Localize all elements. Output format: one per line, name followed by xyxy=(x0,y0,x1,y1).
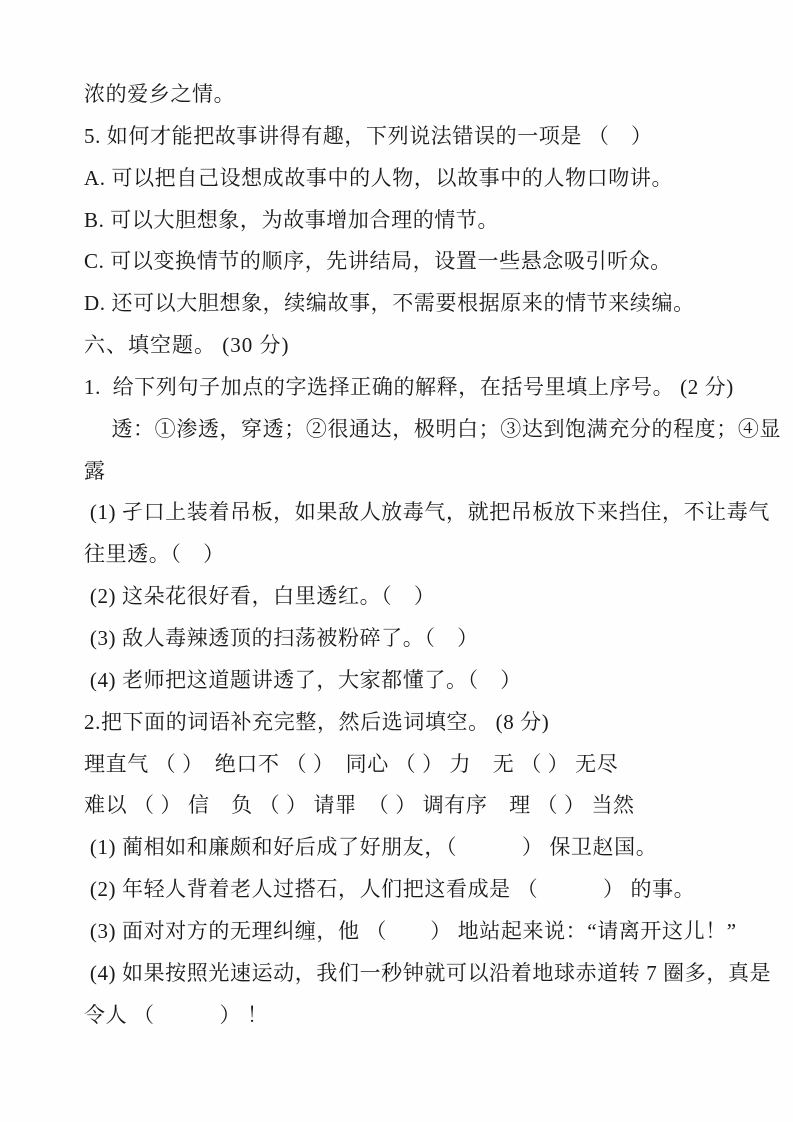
q1-item-1-line-1: (1) 孑口上装着吊板，如果敌人放毒气，就把吊板放下来挡住，不让毒气 xyxy=(84,500,770,525)
q2-item-4-line-2: 令人 （ ） ！ xyxy=(84,1002,269,1027)
q1-item-3: (3) 敌人毒辣透顶的扫荡被粉碎了。（ ） xyxy=(84,625,479,650)
section6-heading: 六、填空题。 (30 分) xyxy=(84,333,290,358)
q2-item-2: (2) 年轻人背着老人过搭石，人们把这看成是 （ ） 的事。 xyxy=(84,877,696,902)
carryover-text: 浓的爱乡之情。 xyxy=(84,82,236,106)
q2-stem: 2.把下面的词语补充完整，然后选词填空。 (8 分) xyxy=(84,709,550,734)
q1-item-1-line-2: 往里透。（ ） xyxy=(84,542,225,567)
question5-option-d: D. 还可以大胆想象，续编故事，不需要根据原来的情节来续编。 xyxy=(84,291,695,316)
question5-option-c: C. 可以变换情节的顺序，先讲结局，设置一些悬念吸引听众。 xyxy=(84,249,672,274)
q1-gloss-line-2: 露 xyxy=(84,458,106,483)
q2-word-row-1: 理直气 （ ） 绝口不 （ ） 同心 （ ） 力 无 （ ） 无尽 xyxy=(84,751,619,776)
q2-item-3: (3) 面对对方的无理纠缠，他 （ ） 地站起来说：“请离开这儿！” xyxy=(84,918,737,943)
q1-item-2: (2) 这朵花很好看，白里透红。（ ） xyxy=(84,584,436,609)
q2-item-1: (1) 蔺相如和廉颇和好后成了好朋友，（ ） 保卫赵国。 xyxy=(84,835,658,860)
question5-option-b: B. 可以大胆想象，为故事增加合理的情节。 xyxy=(84,207,500,232)
q1-gloss-line-1: 透：①渗透，穿透；②很通达，极明白；③达到饱满充分的程度；④显 xyxy=(84,416,782,441)
question5-option-a: A. 可以把自己设想成故事中的人物，以故事中的人物口吻讲。 xyxy=(84,165,674,190)
q2-word-row-2: 难以 （ ） 信 负 （ ） 请罪 （ ） 调有序 理 （ ） 当然 xyxy=(84,793,635,818)
q2-item-4-line-1: (4) 如果按照光速运动，我们一秒钟就可以沿着地球赤道转 7 圈多，真是 xyxy=(84,960,772,985)
q1-stem: 1. 给下列句子加点的字选择正确的解释，在括号里填上序号。 (2 分) xyxy=(84,374,734,399)
question5-stem: 5. 如何才能把故事讲得有趣，下列说法错误的一项是 （ ） xyxy=(84,123,653,148)
q1-item-4: (4) 老师把这道题讲透了，大家都懂了。（ ） xyxy=(84,667,522,692)
